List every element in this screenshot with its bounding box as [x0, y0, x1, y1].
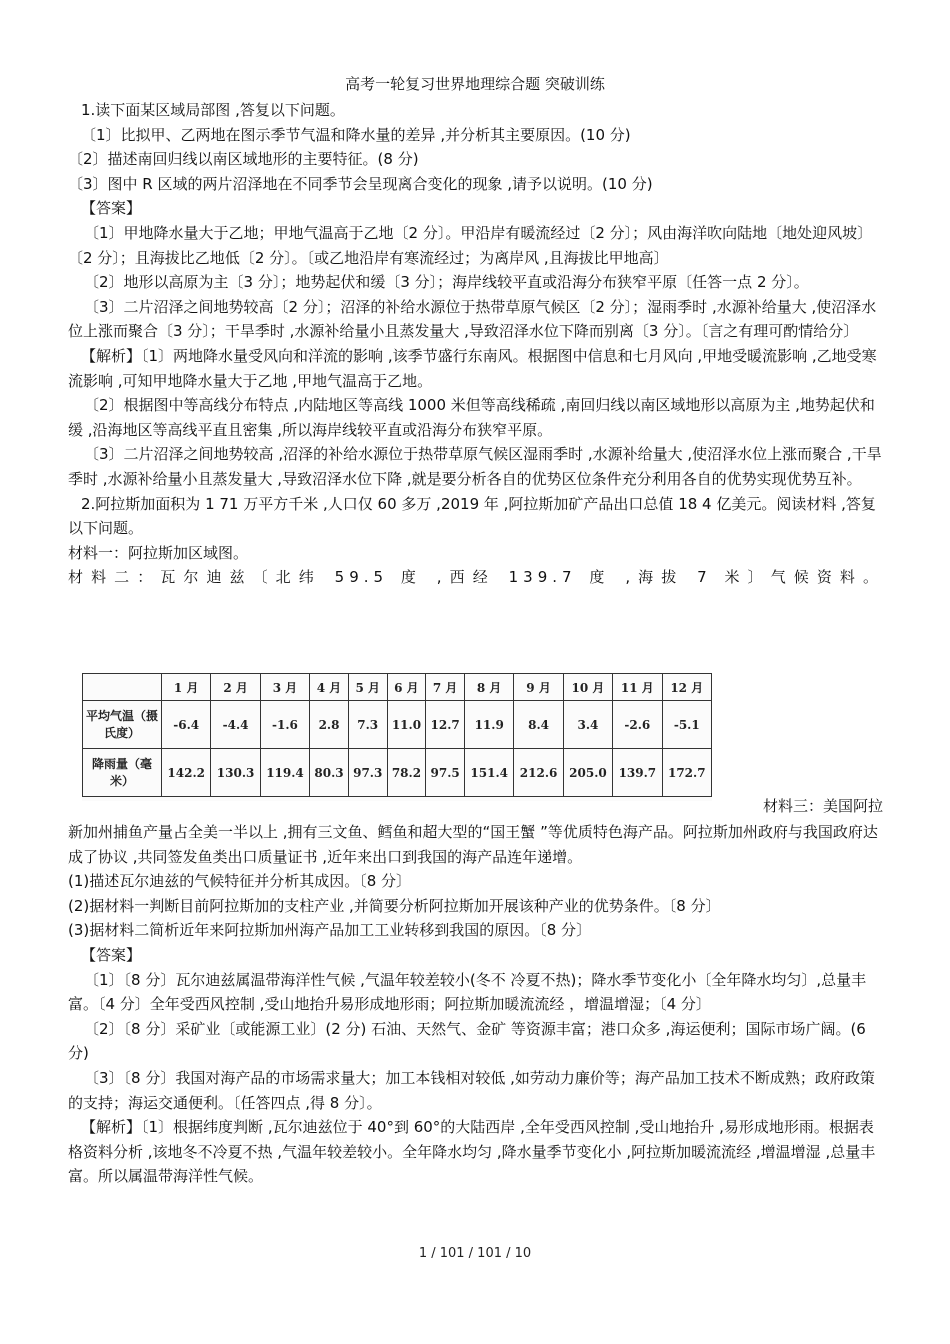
q2-material-3-head: 材料三：美国阿拉: [762, 797, 883, 815]
precipitation-cell: 139.7: [613, 749, 662, 797]
precipitation-cell: 78.2: [387, 749, 426, 797]
temperature-cell: 2.8: [310, 701, 349, 749]
table-row-precipitation: [83, 749, 712, 797]
q2-sub1: (1)描述瓦尔迪兹的气候特征并分析其成因。〔8 分〕: [68, 872, 412, 891]
q1-analysis-3: 〔3〕二片沼泽之间地势较高 ,沼泽的补给水源位于热带草原气候区湿雨季时 ,水源补给量大 ,使沼泽水位上涨而聚合 ,干旱季时 ,水源补给量小且蒸发量大 ,导致沼泽水位下降 ,就是要分析各自的优势区位条件充分利用各自的优势实现优势互补。: [68, 445, 882, 488]
precipitation-cell: 119.4: [260, 749, 309, 797]
page-title: 高考一轮复习世界地理综合题 突破训练: [345, 75, 605, 93]
q1-answer-3: 〔3〕二片沼泽之间地势较高〔2 分〕；沼泽的补给水源位于热带草原气候区〔2 分〕；湿雨季时 ,水源补给量大 ,使沼泽水位上涨而聚合〔3 分〕；干旱季时 ,水源补给量小且蒸发量大 ,导致沼泽水位下降而别离〔3 分〕。〔言之有理可酌情给分〕: [68, 297, 877, 341]
q1-analysis-label: 【解析】: [81, 346, 142, 365]
precipitation-cell: 97.5: [426, 749, 465, 797]
q2-intro: 2.阿拉斯加面积为 1 71 万平方千米 ,人口仅 60 多万 ,2019 年 ,阿拉斯加矿产品出口总值 18 4 亿美元。阅读材料 ,答复以下问题。: [68, 494, 876, 538]
q2-answer-3: 〔3〕〔8 分〕我国对海产品的市场需求量大；加工本钱相对较低 ,如劳动力廉价等；海产品加工技术不断成熟；政府政策的支持；海运交通便利。〔任答四点 ,得 8 分〕。: [68, 1068, 875, 1112]
q1-analysis-1-text: 〔1〕两地降水量受风向和洋流的影响 ,该季节盛行东南风。根据图中信息和七月风向 ,甲地受暖流影响 ,乙地受寒流影响 ,可知甲地降水量大于乙地 ,甲地气温高于乙地。: [68, 346, 877, 390]
temperature-row-label: 平均气温（摄氏度）: [83, 701, 162, 749]
q1-answer-1: 〔1〕甲地降水量大于乙地；甲地气温高于乙地〔2 分〕。甲沿岸有暖流经过〔2 分〕；风由海洋吹向陆地〔地处迎风坡〕〔2 分〕；且海拔比乙地低〔2 分〕。〔或乙地沿岸有寒流经过；为离岸风 ,且海拔比甲地高〕: [68, 223, 873, 267]
month-header-cell: 2 月: [211, 674, 260, 701]
precipitation-cell: 205.0: [563, 749, 612, 797]
month-header-cell: 6 月: [387, 674, 426, 701]
q1-analysis-1: [68, 344, 883, 393]
q2-material-2: 材料二：瓦尔迪兹〔北纬 59.5 度 ,西经 139.7 度 ,海拔 7 米〕气候资料。: [68, 568, 883, 587]
q2-analysis-1: [68, 1115, 883, 1189]
q2-material-3-text: 新加州捕鱼产量占全美一半以上 ,拥有三文鱼、鳕鱼和超大型的“国王蟹 ”等优质特色海产品。阿拉斯加州政府与我国政府达成了协议 ,共同签发鱼类出口质量证书 ,近年来出口到我国的海产品连年递增。: [68, 823, 878, 866]
q2-analysis-1-text: 〔1〕根据纬度判断 ,瓦尔迪兹位于 40°到 60°的大陆西岸 ,全年受西风控制 ,受山地抬升 ,易形成地形雨。根据表格资料分析 ,该地冬不冷夏不热 ,气温年较差较小。全年降水均匀 ,降水量季节变化小 ,阿拉斯加暖流流经 ,增温增湿 ,总量丰富。所以属温带海洋性气候。: [68, 1118, 876, 1186]
table-header-row: [83, 674, 712, 701]
climate-table-image: [82, 673, 712, 801]
q2-answer-1: 〔1〕〔8 分〕瓦尔迪兹属温带海洋性气候 ,气温年较差较小(冬不 冷夏不热)；降水季节变化小〔全年降水均匀〕,总量丰富。〔4 分〕全年受西风控制 ,受山地抬升易形成地形雨；阿拉斯加暖流流经 ，增温增湿；〔4 分〕: [68, 970, 867, 1014]
q1-answer-2: 〔2〕地形以高原为主〔3 分〕；地势起伏和缓〔3 分〕；海岸线较平直或沿海分布狭窄平原〔任答一点 2 分〕。: [84, 273, 809, 292]
climate-table: [82, 673, 712, 797]
precipitation-cell: 151.4: [464, 749, 513, 797]
temperature-cell: -6.4: [162, 701, 211, 749]
month-header-cell: 5 月: [348, 674, 387, 701]
month-header-cell: 9 月: [514, 674, 563, 701]
q1-analysis-2: 〔2〕根据图中等高线分布特点 ,内陆地区等高线 1000 米但等高线稀疏 ,南回归线以南区域地形以高原为主 ,地势起伏和缓 ,沿海地区等高线平直且密集 ,所以海岸线较平直或沿海分布狭窄平原。: [68, 396, 875, 439]
q1-intro: 1.读下面某区域局部图 ,答复以下问题。: [81, 101, 345, 119]
month-header-cell: 4 月: [310, 674, 349, 701]
temperature-cell: 12.7: [426, 701, 465, 749]
q2-analysis-label: 【解析】: [81, 1118, 142, 1137]
temperature-cell: 7.3: [348, 701, 387, 749]
temperature-cell: 11.9: [464, 701, 513, 749]
temperature-cell: 11.0: [387, 701, 426, 749]
table-row-temperature: [83, 701, 712, 749]
q2-sub3: (3)据材料二简析近年来阿拉斯加州海产品加工工业转移到我国的原因。〔8 分〕: [68, 921, 592, 940]
precipitation-cell: 212.6: [514, 749, 563, 797]
q2-material-1: 材料一：阿拉斯加区域图。: [68, 543, 249, 562]
precipitation-row-label: 降雨量（毫米）: [83, 749, 162, 797]
q2-answer-label: 【答案】: [81, 945, 142, 964]
precipitation-cell: 142.2: [162, 749, 211, 797]
temperature-cell: -2.6: [613, 701, 662, 749]
q2-answer-2: 〔2〕〔8 分〕采矿业〔或能源工业〕(2 分) 石油、天然气、金矿 等资源丰富；港口众多 ,海运便利；国际市场广阔。(6 分): [68, 1019, 866, 1063]
temperature-cell: -5.1: [662, 701, 711, 749]
month-header-cell: 1 月: [162, 674, 211, 701]
temperature-cell: -1.6: [260, 701, 309, 749]
q1-sub2: 〔2〕描述南回归线以南区域地形的主要特征。(8 分): [68, 150, 419, 169]
q2-sub2: (2)据材料一判断目前阿拉斯加的支柱产业 ,并简要分析阿拉斯加开展该种产业的优势条件。〔8 分〕: [68, 896, 721, 915]
month-header-cell: 10 月: [563, 674, 612, 701]
temperature-cell: 3.4: [563, 701, 612, 749]
month-header-cell: 11 月: [613, 674, 662, 701]
month-header-cell: 7 月: [426, 674, 465, 701]
month-header-cell: 8 月: [464, 674, 513, 701]
q1-sub3: 〔3〕图中 R 区域的两片沼泽地在不同季节会呈现离合变化的现象 ,请予以说明。(10 分): [68, 174, 653, 193]
precipitation-cell: 172.7: [662, 749, 711, 797]
question-2-section: [68, 820, 883, 1189]
month-header-cell: 12 月: [662, 674, 711, 701]
page-number: 1 / 101 / 101 / 10: [418, 1246, 532, 1261]
precipitation-cell: 97.3: [348, 749, 387, 797]
question-section: [68, 98, 883, 590]
q1-sub1: 〔1〕比拟甲、乙两地在图示季节气温和降水量的差异 ,并分析其主要原因。(10 分): [81, 125, 631, 144]
precipitation-cell: 130.3: [211, 749, 260, 797]
month-header-cell: 3 月: [260, 674, 309, 701]
q1-answer-label: 【答案】: [81, 199, 142, 218]
temperature-cell: -4.4: [211, 701, 260, 749]
precipitation-cell: 80.3: [310, 749, 349, 797]
temperature-cell: 8.4: [514, 701, 563, 749]
table-corner-cell: [83, 674, 162, 701]
